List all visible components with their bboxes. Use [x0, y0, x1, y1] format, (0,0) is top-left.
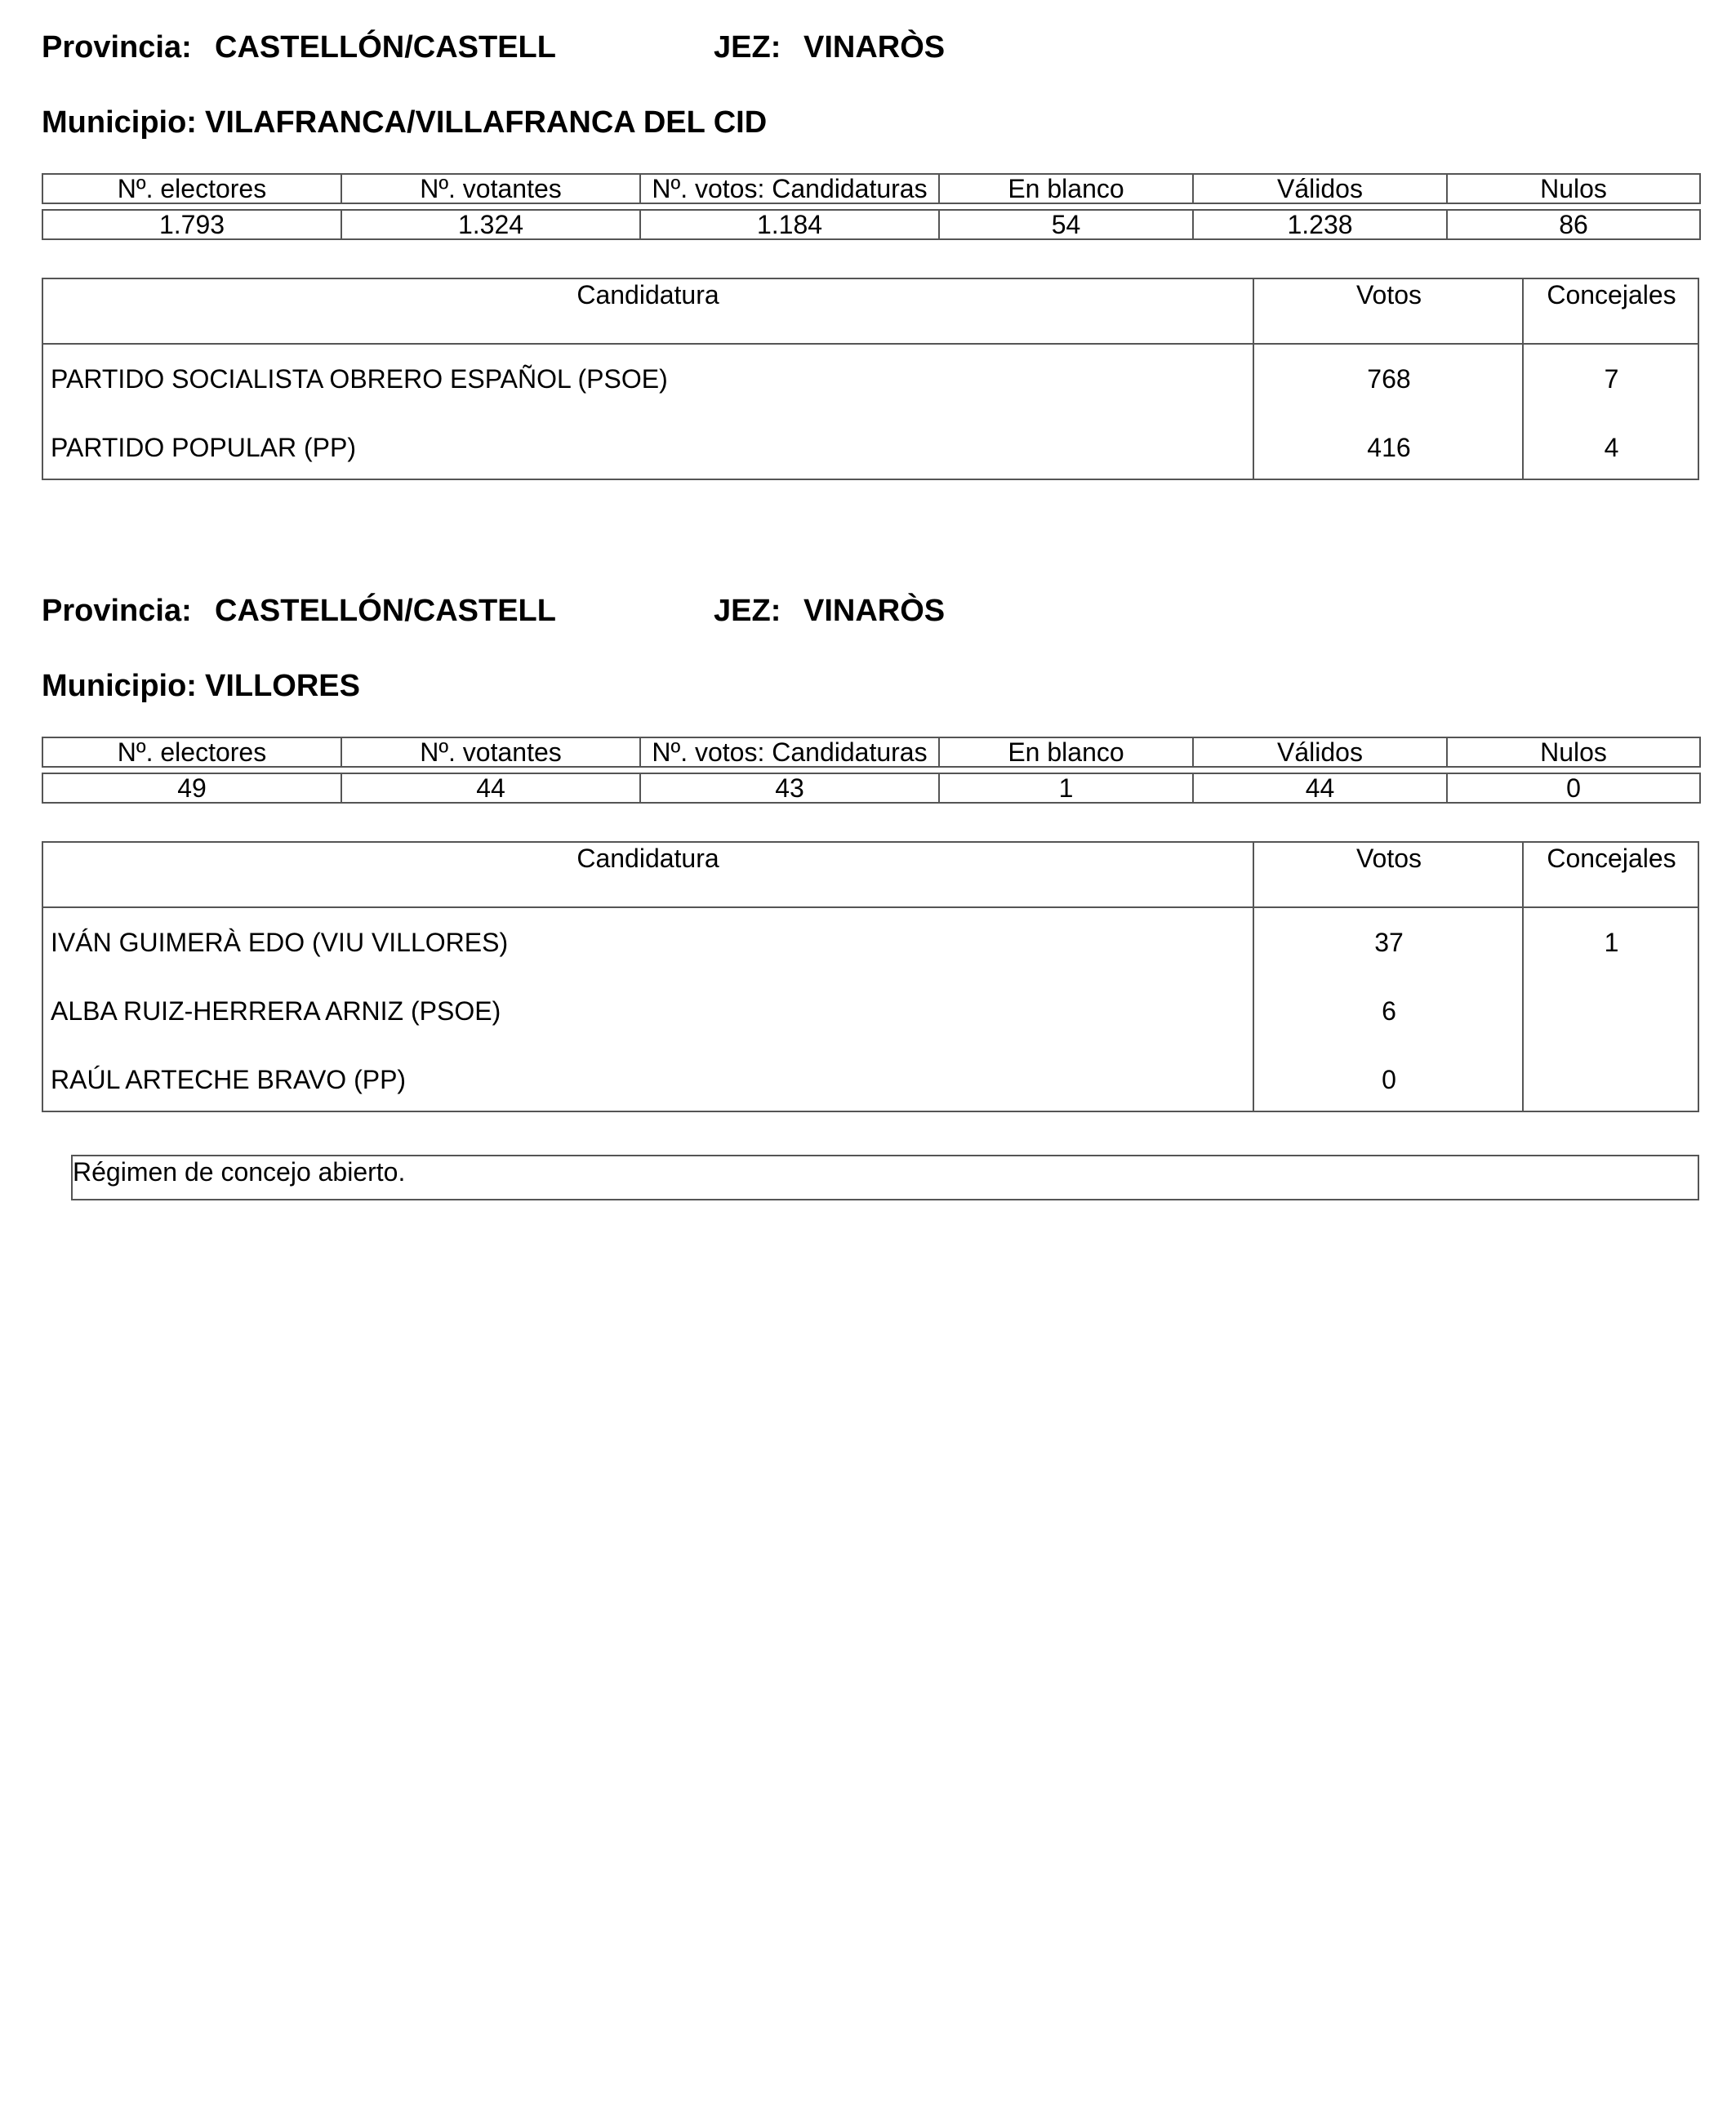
candidate-name: ALBA RUIZ-HERRERA ARNIZ (PSOE) — [51, 996, 501, 1026]
candidate-votes: 0 — [1382, 1065, 1396, 1094]
stats-header-cell: Nº. electores — [42, 737, 341, 767]
stats-value-row — [42, 210, 1700, 239]
candidate-name: RAÚL ARTECHE BRAVO (PP) — [51, 1065, 407, 1094]
municipio-line — [42, 105, 767, 140]
municipio-line — [42, 668, 360, 704]
stats-value-cell: 1 — [939, 773, 1193, 803]
provincia-value: CASTELLÓN/CASTELL — [215, 30, 556, 65]
stats-header-cell: Nº. votos: Candidaturas — [640, 737, 939, 767]
stats-value-cell: 44 — [1193, 773, 1447, 803]
candidate-votes: 37 — [1374, 928, 1404, 957]
provincia-label: Provincia: — [42, 30, 192, 65]
stats-value-cell: 1.793 — [42, 210, 341, 239]
candidate-row — [43, 977, 1698, 1045]
stats-table — [42, 173, 1701, 240]
stats-header-cell: Nulos — [1447, 737, 1700, 767]
jez-value: VINARÒS — [803, 30, 946, 65]
candidate-name: IVÁN GUIMERÀ EDO (VIU VILLORES) — [51, 928, 509, 957]
candidates-table — [42, 278, 1699, 480]
candidate-votes: 416 — [1367, 433, 1411, 462]
stats-value-cell: 49 — [42, 773, 341, 803]
stats-value-cell: 44 — [341, 773, 640, 803]
provincia-label: Provincia: — [42, 594, 192, 628]
jez-label: JEZ: — [714, 30, 781, 65]
stats-table — [42, 737, 1701, 804]
candidatura-header: Candidatura — [576, 280, 719, 310]
stats-value-cell: 1.238 — [1193, 210, 1447, 239]
regimen-note: Régimen de concejo abierto. — [71, 1155, 1699, 1200]
jez-label: JEZ: — [714, 594, 781, 628]
votos-header: Votos — [1355, 280, 1422, 310]
candidate-name: PARTIDO SOCIALISTA OBRERO ESPAÑOL (PSOE) — [51, 364, 668, 394]
stats-value-cell: 1.324 — [341, 210, 640, 239]
stats-value-cell: 1.184 — [640, 210, 939, 239]
votos-header: Votos — [1355, 844, 1422, 873]
municipio-label: Municipio: — [42, 669, 197, 703]
stats-value-cell: 43 — [640, 773, 939, 803]
jez-value: VINARÒS — [803, 594, 946, 628]
candidate-row — [43, 345, 1698, 413]
candidate-concejales: 7 — [1604, 364, 1619, 394]
provincia-value: CASTELLÓN/CASTELL — [215, 594, 556, 628]
stats-header-cell: En blanco — [939, 174, 1193, 203]
stats-value-cell: 54 — [939, 210, 1193, 239]
candidate-concejales: 4 — [1604, 433, 1619, 462]
candidate-votes: 768 — [1367, 364, 1411, 394]
stats-header-cell: Válidos — [1193, 174, 1447, 203]
stats-header-cell: Nº. electores — [42, 174, 341, 203]
stats-gap — [42, 203, 1700, 210]
stats-header-row — [42, 737, 1700, 767]
candidates-table — [42, 841, 1699, 1112]
stats-header-row — [42, 174, 1700, 203]
stats-header-cell: Nº. votos: Candidaturas — [640, 174, 939, 203]
stats-header-cell: Nº. votantes — [341, 174, 640, 203]
candidate-row — [43, 908, 1698, 977]
candidatura-header: Candidatura — [576, 844, 719, 873]
stats-gap — [42, 767, 1700, 773]
stats-value-row — [42, 773, 1700, 803]
candidate-row — [43, 1045, 1698, 1114]
stats-header-cell: Válidos — [1193, 737, 1447, 767]
concejales-header: Concejales — [1547, 280, 1676, 310]
concejales-header: Concejales — [1547, 844, 1676, 873]
candidate-name: PARTIDO POPULAR (PP) — [51, 433, 356, 462]
candidate-votes: 6 — [1382, 996, 1396, 1026]
provincia-line — [42, 593, 946, 629]
stats-value-cell: 86 — [1447, 210, 1700, 239]
stats-header-cell: En blanco — [939, 737, 1193, 767]
candidate-concejales: 1 — [1604, 928, 1619, 957]
municipio-value: VILLORES — [204, 669, 360, 703]
municipio-label: Municipio: — [42, 105, 197, 140]
stats-header-cell: Nº. votantes — [341, 737, 640, 767]
stats-value-cell: 0 — [1447, 773, 1700, 803]
provincia-line — [42, 29, 946, 65]
municipio-value: VILAFRANCA/VILLAFRANCA DEL CID — [204, 105, 768, 140]
candidate-row — [43, 413, 1698, 482]
stats-header-cell: Nulos — [1447, 174, 1700, 203]
